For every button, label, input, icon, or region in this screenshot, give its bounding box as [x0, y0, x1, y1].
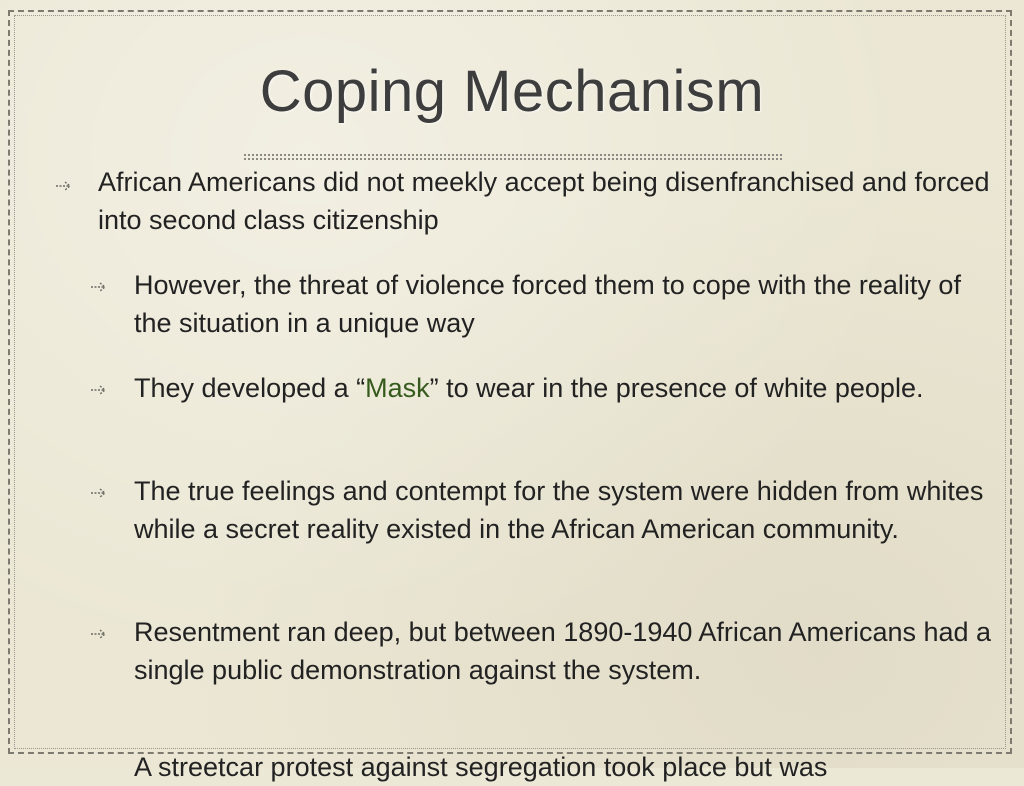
bullet-arrow-icon	[90, 384, 108, 396]
bullet-item-5	[134, 613, 994, 689]
bullet-text: Resentment ran deep, but between 1890-1940 African Americans had a single public demonstration against the system.	[134, 617, 992, 685]
bullet-text-after: ” to wear in the presence of white people.	[429, 373, 924, 403]
bullet-arrow-icon	[90, 281, 108, 293]
bullet-item-2	[134, 266, 994, 342]
slide-title: Coping Mechanism	[259, 59, 765, 124]
bullet-arrow-icon	[55, 180, 73, 192]
bullet-item-6-overflow: A streetcar protest against segregation took place but was	[134, 752, 828, 782]
bullet-text-before: They developed a “	[134, 373, 366, 403]
bullet-text: African Americans did not meekly accept being disenfranchised and forced into second class citizenship	[98, 167, 990, 235]
bullet-arrow-icon	[90, 628, 108, 640]
bullet-item-1	[98, 163, 1008, 239]
bullet-text: However, the threat of violence forced them to cope with the reality of the situation in a unique way	[134, 270, 961, 338]
bullet-item-4	[134, 472, 994, 548]
bullet-arrow-icon	[90, 487, 108, 499]
highlighted-word: Mask	[365, 373, 430, 403]
bullet-text: The true feelings and contempt for the system were hidden from whites while a secret reality existed in the African American community.	[134, 476, 984, 544]
title-divider	[244, 154, 782, 160]
bullet-item-3	[134, 369, 994, 407]
bullet-text	[134, 373, 923, 403]
